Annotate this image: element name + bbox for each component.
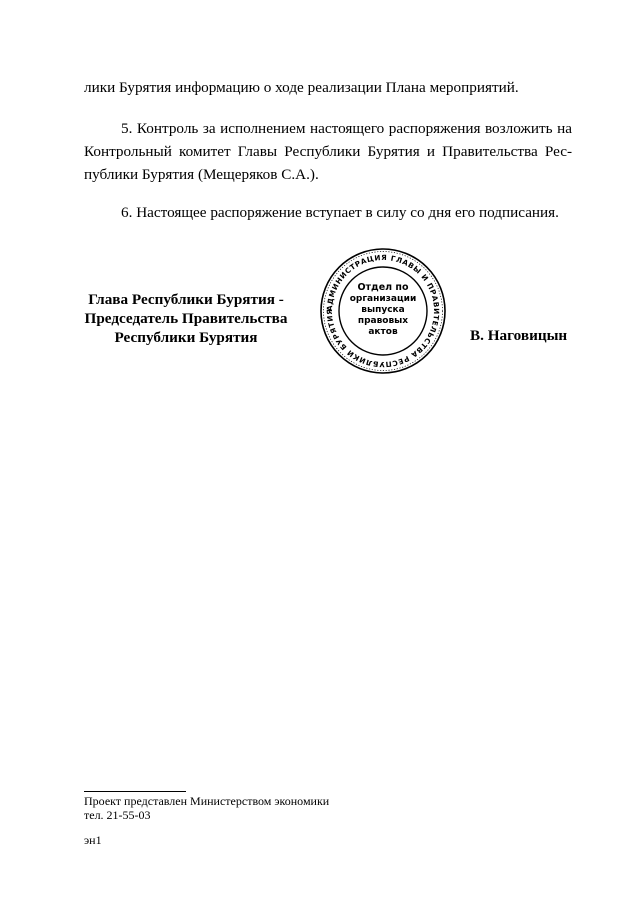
seal-line-1: Отдел по [357, 282, 409, 293]
signatory-title-line-1: Глава Республики Бурятия - [88, 291, 284, 308]
official-seal-stamp [318, 246, 448, 376]
seal-line-5: актов [368, 327, 398, 337]
footnote-presented-by: Проект представлен Министерством экономики [84, 794, 330, 808]
signatory-title [80, 290, 292, 347]
paragraph-continuation: лики Бурятия информацию о ходе реализации Плана мероприятий. [84, 79, 519, 96]
seal-line-3: выпуска [361, 305, 405, 315]
signatory-title-line-3: Республики Бурятия [114, 329, 258, 346]
seal-line-2: организации [349, 294, 417, 304]
footnote-code: эн1 [84, 833, 102, 847]
seal-ring-text: АДМИНИСТРАЦИЯ ГЛАВЫ И ПРАВИТЕЛЬСТВА РЕСПУБЛИКИ БУРЯТИЯ [324, 252, 442, 370]
footnote-phone: тел. 21-55-03 [84, 808, 151, 822]
paragraph-5-control: 5. Контроль за исполнением настоящего распоряжения возложить на Контрольный комитет Главы Республики Бурятия и Правительства Рес-публики Бурятия (Мещеряков С.А.). [84, 120, 572, 183]
seal-line-4: правовых [357, 316, 409, 326]
footnote-divider [84, 791, 186, 792]
paragraph-6-effective: 6. Настоящее распоряжение вступает в силу со дня его подписания. [121, 204, 559, 221]
signatory-name: В. Наговицын [470, 327, 568, 344]
signatory-title-line-2: Председатель Правительства [84, 310, 288, 327]
